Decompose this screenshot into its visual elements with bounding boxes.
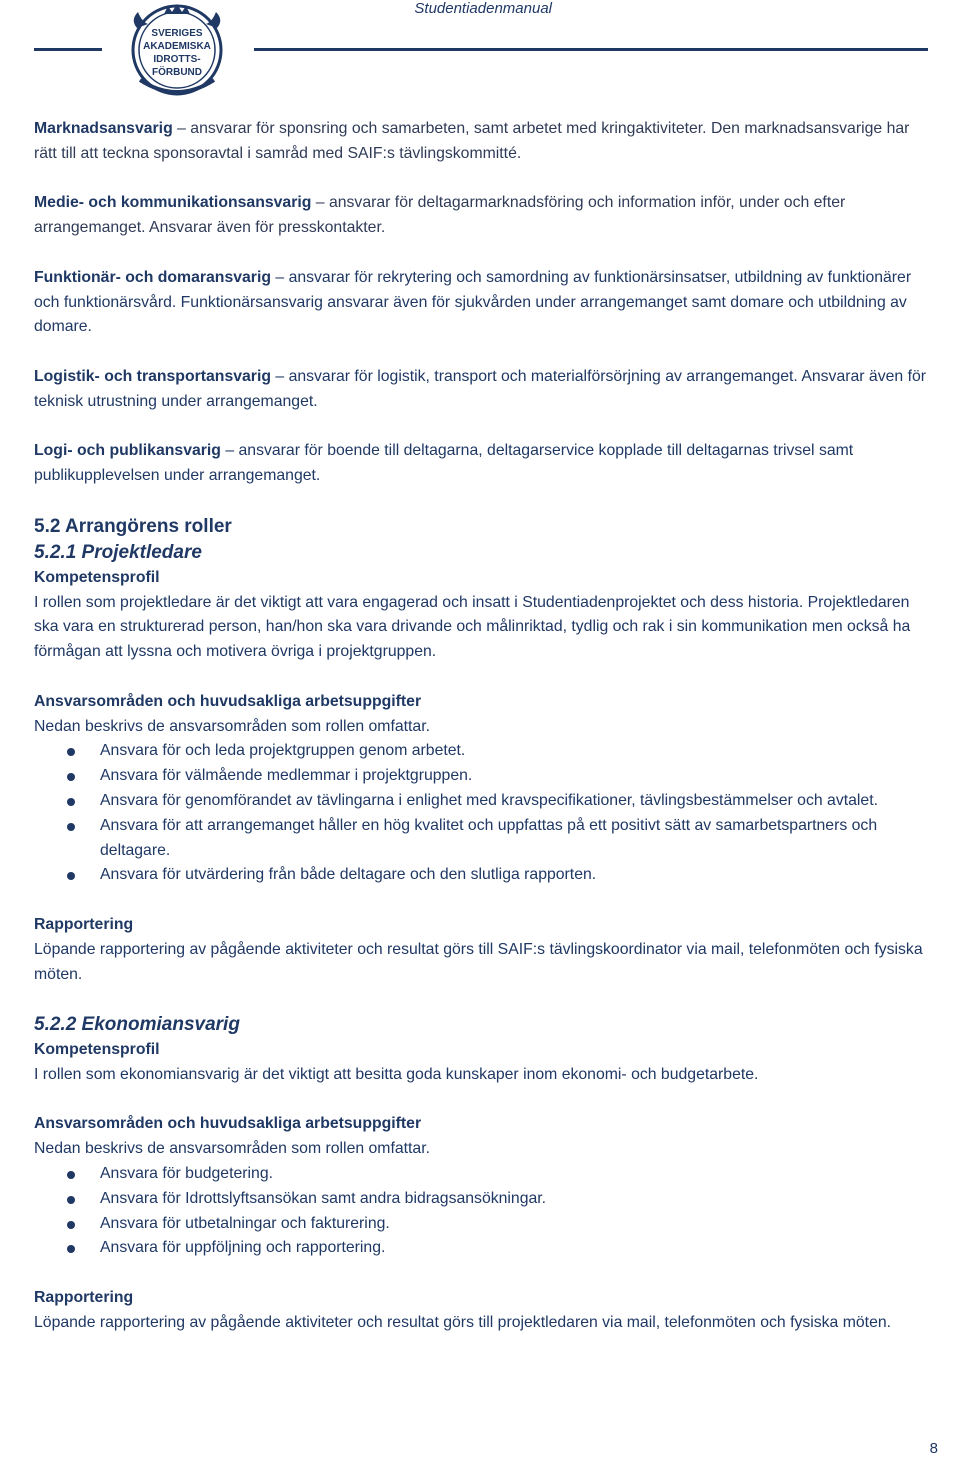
rapportering-label: Rapportering: [34, 1289, 134, 1307]
role-text: – ansvarar för rekrytering och samordning av funktionärsinsatser, utbildning av funktionärer och funktionärsvård. Funktionärsansvarig ansvarar även för sjukvården under arrangemanget samt domare och utbildning av domare.: [34, 268, 912, 336]
role-text: – ansvarar för sponsring och samarbeten, samt arbetet med kringaktiviteter. Den marknadsansvarige har rätt till att teckna sponsoravtal i samråd med SAIF:s tävlingskommitté.: [34, 120, 910, 162]
role-description: [34, 191, 934, 241]
role-description: [34, 365, 934, 415]
list-item-text: Ansvara för och leda projektgruppen genom arbetet.: [100, 742, 466, 760]
kompetensprofil-label: Kompetensprofil: [34, 568, 160, 586]
list-item: [34, 764, 934, 789]
list-item: [34, 1162, 934, 1187]
document-body: [34, 117, 934, 1336]
list-item-text: Ansvara för att arrangemanget håller en hög kvalitet och uppfattas på ett positivt sätt av samarbetspartners och deltagare.: [100, 816, 878, 859]
role-description: [34, 439, 934, 489]
bullet-icon: [67, 823, 75, 831]
rapportering-text: Löpande rapportering av pågående aktiviteter och resultat görs till projektledaren via mail, telefonmöten och fysiska möten.: [34, 1313, 892, 1331]
page-number: 8: [929, 1440, 938, 1457]
responsibility-list: [34, 739, 934, 888]
role-term: Logistik- och transportansvarig: [34, 367, 271, 385]
bullet-icon: [67, 1171, 75, 1179]
bullet-icon: [67, 872, 75, 880]
bullet-icon: [67, 1245, 75, 1253]
list-item: [34, 863, 934, 888]
saif-logo-icon: [112, 0, 242, 106]
logo-line-4: FÖRBUND: [152, 67, 202, 78]
document-title: Studentiadenmanual: [414, 0, 552, 17]
role-term: Medie- och kommunikationsansvarig: [34, 194, 312, 212]
rapportering-label: Rapportering: [34, 915, 134, 933]
ansvar-intro: Nedan beskrivs de ansvarsområden som rollen omfattar.: [34, 717, 430, 735]
kompetensprofil-text: I rollen som projektledare är det viktigt att vara engagerad och insatt i Studentiadenprojektet och dess historia. Projektledaren ska vara en strukturerad person, han/hon ska vara drivande och målinriktad, tydlig och rak i sin kommunikation men också ha förmågan att lyssna och motivera övriga i projektgruppen.: [34, 593, 911, 661]
header-divider-right: [254, 48, 928, 51]
kompetensprofil-label: Kompetensprofil: [34, 1041, 160, 1059]
subsection-heading-ekonomiansvarig: 5.2.2 Ekonomiansvarig: [34, 1014, 240, 1036]
bullet-icon: [67, 773, 75, 781]
subsection-heading-projektledare: 5.2.1 Projektledare: [34, 541, 202, 563]
role-description: [34, 117, 934, 167]
ansvar-label: Ansvarsområden och huvudsakliga arbetsuppgifter: [34, 1115, 422, 1133]
list-item-text: Ansvara för välmående medlemmar i projektgruppen.: [100, 767, 473, 785]
list-item-text: Ansvara för budgetering.: [100, 1165, 273, 1183]
list-item-text: Ansvara för uppföljning och rapportering.: [100, 1239, 386, 1257]
role-description: [34, 266, 934, 340]
ansvar-label: Ansvarsområden och huvudsakliga arbetsuppgifter: [34, 692, 422, 710]
logo-line-2: AKADEMISKA: [143, 41, 211, 52]
logo-line-1: SVERIGES: [151, 28, 203, 39]
ansvar-intro: Nedan beskrivs de ansvarsområden som rollen omfattar.: [34, 1140, 430, 1158]
role-term: Marknadsansvarig: [34, 120, 173, 137]
bullet-icon: [67, 798, 75, 806]
list-item: [34, 739, 934, 764]
kompetensprofil-text: I rollen som ekonomiansvarig är det viktigt att besitta goda kunskaper inom ekonomi- och budgetarbete.: [34, 1065, 759, 1083]
list-item-text: Ansvara för utbetalningar och fakturering.: [100, 1214, 390, 1232]
list-item: [34, 789, 934, 814]
header-divider-left: [34, 48, 102, 51]
section-heading: 5.2 Arrangörens roller: [34, 515, 232, 537]
bullet-icon: [67, 748, 75, 756]
list-item: [34, 1187, 934, 1212]
role-term: Funktionär- och domaransvarig: [34, 268, 271, 286]
role-text: – ansvarar för logistik, transport och materialförsörjning av arrangemanget. Ansvarar även för teknisk utrustning under arrangemanget.: [34, 367, 927, 410]
role-text: – ansvarar för deltagarmarknadsföring och information inför, under och efter arrangemanget. Ansvarar även för presskontakter.: [34, 194, 846, 237]
list-item: [34, 1212, 934, 1237]
responsibility-list: [34, 1162, 934, 1261]
bullet-icon: [67, 1196, 75, 1204]
list-item-text: Ansvara för genomförandet av tävlingarna i enlighet med kravspecifikationer, tävlingsbestämmelser och avtalet.: [100, 791, 878, 809]
role-text: – ansvarar för boende till deltagarna, deltagarservice kopplade till deltagarnas trivsel samt publikupplevelsen under arrangemanget.: [34, 442, 854, 485]
list-item: [34, 814, 934, 864]
logo-line-3: IDROTTS-: [153, 54, 201, 65]
list-item-text: Ansvara för utvärdering från både deltagare och den slutliga rapporten.: [100, 866, 597, 884]
list-item-text: Ansvara för Idrottslyftsansökan samt andra bidragsansökningar.: [100, 1189, 547, 1207]
bullet-icon: [67, 1221, 75, 1229]
rapportering-text: Löpande rapportering av pågående aktiviteter och resultat görs till SAIF:s tävlingskoordinator via mail, telefonmöten och fysiska möten.: [34, 940, 923, 983]
list-item: [34, 1236, 934, 1261]
role-term: Logi- och publikansvarig: [34, 442, 221, 460]
